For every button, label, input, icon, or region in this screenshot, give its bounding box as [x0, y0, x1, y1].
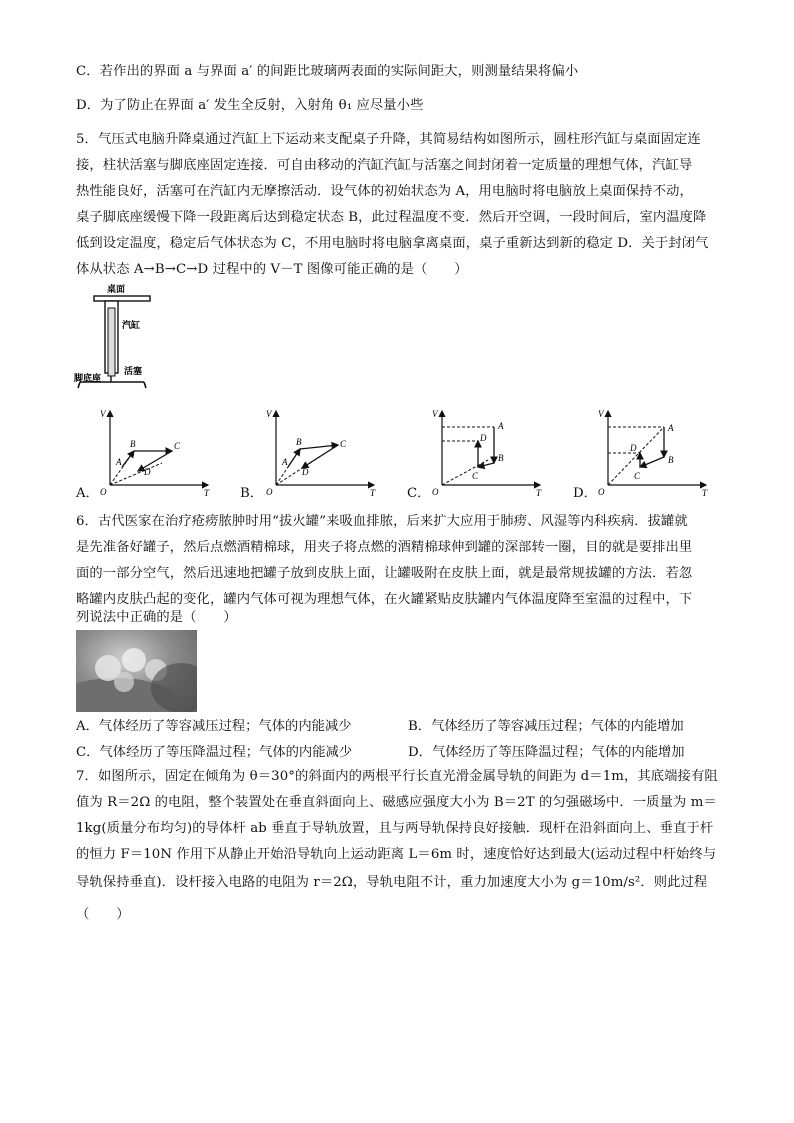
question-7-text: 7．如图所示，固定在倾角为 θ＝30°的斜面内的两根平行长直光滑金属导轨的间距为 d＝1m，其底端接有阻 [76, 769, 718, 784]
t-label: T [702, 488, 708, 497]
point-b-label: B [130, 439, 136, 449]
point-d-label: D [480, 433, 487, 443]
point-d-label: D [144, 467, 151, 477]
cylinder-label: 汽缸 [122, 320, 141, 330]
point-d-label: D [302, 467, 309, 477]
q5-option-b-label: B． [240, 486, 264, 501]
q5-option-a-label: A． [76, 486, 99, 501]
point-a-label: A [498, 421, 504, 431]
point-c-label: C [472, 471, 479, 481]
option-d-prev: D．为了防止在界面 a′ 发生全反射，入射角 θ₁ 应尽量小些 [76, 98, 424, 113]
question-5-text: 热性能良好，活塞可在汽缸内无摩擦活动．设气体的初始状态为 A，用电脑时将电脑放上桌面保持不动， [76, 184, 693, 199]
graph-c [428, 405, 548, 497]
option-c-prev: C．若作出的界面 a 与界面 a′ 的间距比玻璃两表面的实际间距大，则测量结果将偏小 [76, 64, 579, 79]
point-a-label: A [668, 423, 674, 433]
origin-label: O [432, 487, 439, 497]
base-label: 脚底座 [74, 373, 102, 383]
origin-label: O [266, 487, 273, 497]
t-label: T [536, 488, 542, 497]
point-c-label: C [174, 441, 181, 451]
v-label: V [598, 409, 604, 419]
question-7-text: 1kg(质量分布均匀)的导体杆 ab 垂直于导轨放置，且与两导轨保持良好接触．现杆在沿斜面向上、垂直于杆 [76, 821, 714, 836]
question-7-text: （ ） [76, 907, 130, 922]
question-6-text: 6．古代医家在治疗疮痨脓肿时用“拔火罐”来吸血排脓，后来扩大应用于肺痨、风湿等内科疾病．拔罐就 [76, 514, 688, 529]
question-7-text: 值为 R＝2Ω 的电阻，整个装置处在垂直斜面向上、磁感应强度大小为 B＝2T 的匀强磁场中．一质量为 m＝ [76, 795, 717, 810]
q5-option-d-label: D． [573, 486, 597, 501]
t-label: T [370, 488, 376, 497]
desk-structure-figure [74, 282, 174, 392]
t-label: T [204, 488, 210, 497]
q5-option-c-label: C． [407, 486, 431, 501]
cupping-photo-art [76, 630, 197, 712]
point-b-label: B [498, 453, 504, 463]
piston-label: 活塞 [124, 366, 143, 376]
v-label: V [432, 409, 438, 419]
v-label: V [100, 409, 106, 419]
point-d-label: D [630, 443, 637, 453]
graph-d [594, 405, 714, 497]
point-a-label: A [282, 457, 288, 467]
point-b-label: B [668, 455, 674, 465]
point-a-label: A [116, 457, 122, 467]
origin-label: O [598, 487, 605, 497]
q6-option-d: D．气体经历了等压降温过程；气体的内能增加 [408, 745, 685, 760]
question-5-text: 体从状态 A→B→C→D 过程中的 V－T 图像可能正确的是（ ） [76, 262, 468, 277]
question-5-text: 低到设定温度，稳定后气体状态为 C，不用电脑时将电脑拿离桌面，桌子重新达到新的稳定 D．关于封闭气 [76, 236, 709, 251]
question-7-text: 导轨保持垂直)．设杆接入电路的电阻为 r＝2Ω，导轨电阻不计，重力加速度大小为 g＝10m/s²．则此过程 [76, 875, 708, 890]
question-7-text: 的恒力 F＝10N 作用下从静止开始沿导轨向上运动距离 L＝6m 时，速度恰好达到最大(运动过程中杆始终与 [76, 847, 717, 862]
point-c-label: C [634, 471, 641, 481]
q6-option-a: A．气体经历了等容减压过程；气体的内能减少 [76, 719, 352, 734]
origin-label: O [100, 487, 107, 497]
graph-b [262, 405, 382, 497]
question-5-text: 接，柱状活塞与脚底座固定连接．可自由移动的汽缸汽缸与活塞之间封闭着一定质量的理想气体，汽缸导 [76, 158, 693, 173]
graph-a [96, 405, 216, 497]
cupping-photo [76, 630, 197, 712]
desk-top-shape [94, 296, 150, 301]
question-5-text: 桌子脚底座缓慢下降一段距离后达到稳定状态 B，此过程温度不变．然后开空调，一段时间后，室内温度降 [76, 210, 707, 225]
piston-shape [108, 308, 115, 376]
question-6-text: 面的一部分空气，然后迅速地把罐子放到皮肤上面，让罐吸附在皮肤上面，就是最常规拔罐的方法．若忽 [76, 566, 693, 581]
question-5-text: 5．气压式电脑升降桌通过汽缸上下运动来支配桌子升降，其简易结构如图所示，圆柱形汽缸与桌面固定连 [76, 132, 701, 147]
question-6-text: 略罐内皮肤凸起的变化，罐内气体可视为理想气体，在火罐紧贴皮肤罐内气体温度降至室温的过程中，下 [76, 592, 693, 607]
v-label: V [266, 409, 272, 419]
point-c-label: C [340, 439, 347, 449]
question-6-text: 是先准备好罐子，然后点燃酒精棉球，用夹子将点燃的酒精棉球伸到罐的深部转一圈，目的就是要排出里 [76, 540, 693, 555]
point-b-label: B [296, 437, 302, 447]
desk-label: 桌面 [107, 284, 126, 294]
q6-option-c: C．气体经历了等压降温过程；气体的内能减少 [76, 745, 353, 760]
q6-option-b: B．气体经历了等容减压过程；气体的内能增加 [408, 719, 684, 734]
question-6-text: 列说法中正确的是（ ） [76, 610, 237, 625]
